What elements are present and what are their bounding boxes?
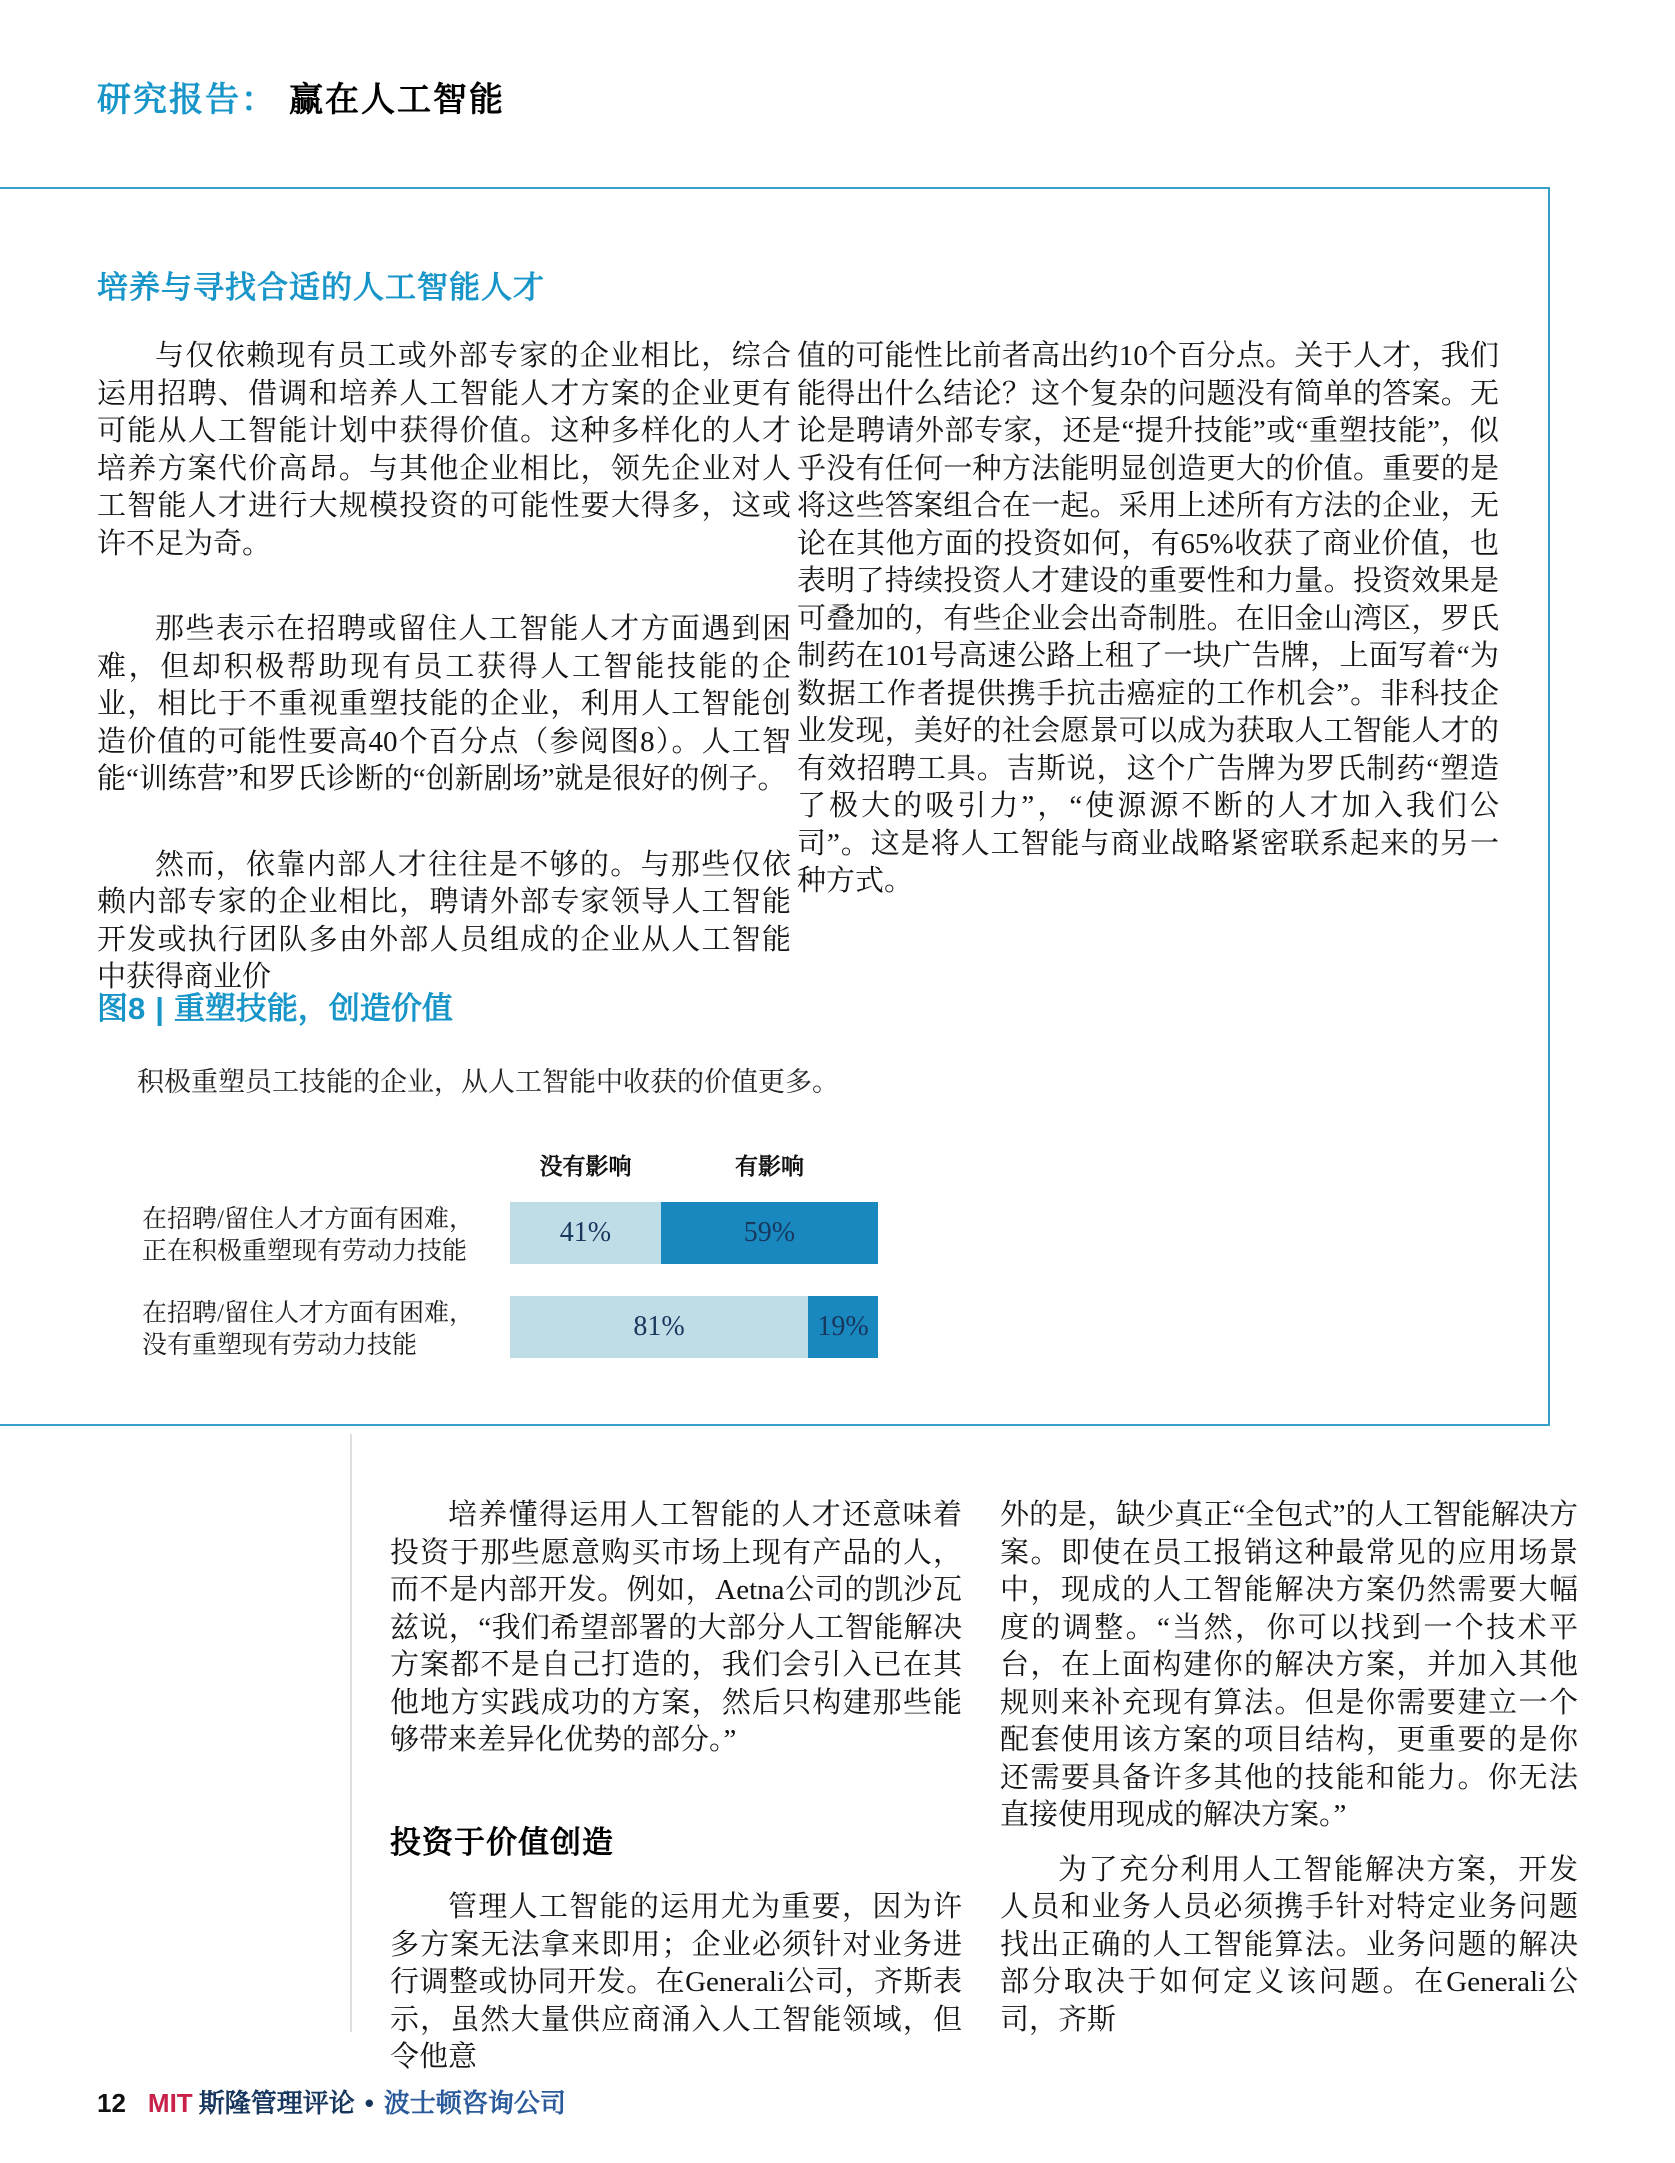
figure-label: 图8	[97, 991, 146, 1026]
paragraph: 为了充分利用人工智能解决方案，开发人员和业务人员必须携手针对特定业务问题找出正确的人工智能算法。业务问题的解决部分取决于如何定义该问题。在Generali公司，齐斯	[1000, 1853, 1578, 2036]
bar-segment-impact	[661, 1202, 878, 1264]
top-right-column	[797, 338, 1499, 949]
page-number: 12	[97, 2088, 126, 2118]
column-divider-line	[350, 1434, 352, 2032]
legend-no-impact: 没有影响	[539, 1153, 632, 1179]
bar-value-label: 41%	[559, 1217, 612, 1248]
bar-row-label-line: 在招聘/留住人才方面有困难，	[142, 1206, 474, 1233]
footer-separator: •	[364, 2088, 374, 2118]
paragraph: 值的可能性比前者高出约10个百分点。关于人才，我们能得出什么结论？这个复杂的问题没有简单的答案。无论是聘请外部专家，还是“提升技能”或“重塑技能”，似乎没有任何一种方法能明显创造更大的价值。重要的是将这些答案组合在一起。采用上述所有方法的企业，无论在其他方面的投资如何，有65%收获了商业价值，也表明了持续投资人才建设的重要性和力量。投资效果是可叠加的，有些企业会出奇制胜。在旧金山湾区，罗氏制药在101号高速公路上租了一块广告牌，上面写着“为数据工作者提供携手抗击癌症的工作机会”。非科技企业发现，美好的社会愿景可以成为获取人工智能人才的有效招聘工具。吉斯说，这个广告牌为罗氏制药“塑造了极大的吸引力”，“使源源不断的人才加入我们公司”。这是将人工智能与商业战略紧密联系起来的另一种方式。	[797, 340, 1499, 897]
top-left-column	[97, 338, 791, 1045]
stacked-bar-row	[510, 1202, 878, 1264]
header-kicker: 研究报告：	[97, 81, 277, 119]
section-title: 培养与寻找合适的人工智能人才	[97, 270, 545, 305]
figure-title-divider: |	[155, 991, 164, 1026]
stacked-bar-row	[510, 1296, 878, 1358]
paragraph: 外的是，缺少真正“全包式”的人工智能解决方案。即使在员工报销这种最常见的应用场景中，现成的人工智能解决方案仍然需要大幅度的调整。“当然，你可以找到一个技术平台，在上面构建你的解决方案，并加入其他规则来补充现有算法。但是你需要建立一个配套使用该方案的项目结构，更重要的是你还需要具备许多其他的技能和能力。你无法直接使用现成的解决方案。”	[1000, 1499, 1578, 1831]
bar-value-label: 81%	[633, 1311, 685, 1342]
sub-section-heading: 投资于价值创造	[390, 1824, 614, 1860]
paragraph: 培养懂得运用人工智能的人才还意味着投资于那些愿意购买市场上现有产品的人，而不是内部开发。例如，Aetna公司的凯沙瓦兹说，“我们希望部署的大部分人工智能解决方案都不是自己打造的，我们会引入已在其他地方实践成功的方案，然后只构建那些能够带来差异化优势的部分。”	[390, 1499, 962, 1756]
paragraph: 管理人工智能的运用尤为重要，因为许多方案无法拿来即用；企业必须针对业务进行调整或协同开发。在Generali公司，齐斯表示，虽然大量供应商涌入人工智能领域，但令他意	[390, 1891, 962, 2073]
legend-impact: 有影响	[735, 1153, 804, 1179]
header-title: 赢在人工智能	[289, 81, 505, 119]
page-header	[97, 72, 505, 121]
paragraph: 那些表示在招聘或留住人工智能人才方面遇到困难，但却积极帮助现有员工获得人工智能技能的企业，相比于不重视重塑技能的企业，利用人工智能创造价值的可能性要高40个百分点（参阅图8）。人工智能“训练营”和罗氏诊断的“创新剧场”就是很好的例子。	[97, 613, 791, 795]
bar-row-label	[142, 1204, 474, 1268]
bottom-right-column	[1000, 1497, 1578, 2087]
paragraph: 然而，依靠内部人才往往是不够的。与那些仅依赖内部专家的企业相比，聘请外部专家领导人工智能开发或执行团队多由外部人员组成的企业从人工智能中获得商业价	[97, 848, 791, 993]
bar-row-label-line: 在招聘/留住人才方面有困难，	[142, 1300, 474, 1327]
footer-brand-bcg: 波士顿咨询公司	[383, 2088, 566, 2118]
figure-title	[97, 983, 453, 1028]
bar-segment-impact	[808, 1296, 878, 1358]
figure-subtitle: 积极重塑员工技能的企业，从人工智能中收获的价值更多。	[137, 1067, 839, 1097]
bar-value-label: 59%	[743, 1217, 796, 1248]
figure-title-text: 重塑技能，创造价值	[173, 991, 453, 1026]
bar-row-label	[142, 1298, 474, 1362]
footer-brand-mit: MIT	[147, 2088, 193, 2118]
bar-value-label: 19%	[817, 1311, 869, 1342]
bar-segment-no-impact	[510, 1296, 808, 1358]
footer-brand-smr: 斯隆管理评论	[198, 2088, 355, 2118]
page-footer	[97, 2083, 566, 2120]
bar-segment-no-impact	[510, 1202, 661, 1264]
bar-row-label-line: 没有重塑现有劳动力技能	[142, 1332, 418, 1359]
bottom-left-column	[390, 1497, 962, 2077]
bar-row-label-line: 正在积极重塑现有劳动力技能	[142, 1238, 468, 1265]
paragraph: 与仅依赖现有员工或外部专家的企业相比，综合运用招聘、借调和培养人工智能人才方案的企业更有可能从人工智能计划中获得价值。这种多样化的人才培养方案代价高昂。与其他企业相比，领先企业对人工智能人才进行大规模投资的可能性要大得多，这或许不足为奇。	[97, 340, 791, 560]
